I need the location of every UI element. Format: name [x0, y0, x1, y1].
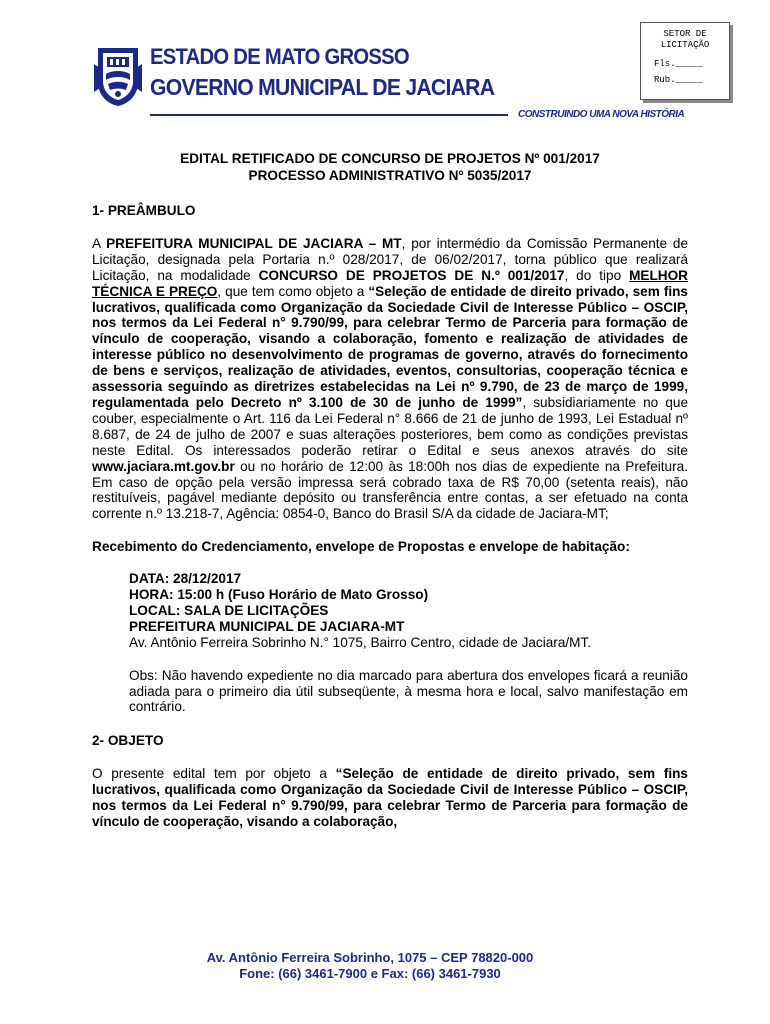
session-address: Av. Antônio Ferreira Sobrinho N.° 1075, Bairro Centro, cidade de Jaciara/MT.: [129, 634, 592, 650]
obs-note: Obs: Não havendo expediente no dia marcado para abertura dos envelopes ficará a reunião adiada para o primeiro dia útil subseqüente, à mesma hora e local, salvo manifestação em contrário.: [129, 667, 688, 715]
section-objeto-heading: 2- OBJETO: [92, 733, 164, 749]
p1-text: , que tem como objeto a: [217, 283, 369, 299]
stamp-fls: Fls._____: [654, 59, 703, 69]
slogan: CONSTRUINDO UMA NOVA HISTÓRIA: [518, 109, 685, 120]
municipality-name: GOVERNO MUNICIPAL DE JACIARA: [150, 74, 495, 100]
session-location: LOCAL: SALA DE LICITAÇÕES: [129, 602, 329, 618]
section-preambulo-heading: 1- PREÂMBULO: [92, 203, 196, 218]
p1-text: , do tipo: [564, 267, 630, 283]
footer-line-1: Av. Antônio Ferreira Sobrinho, 1075 – CEP 78820-000: [206, 950, 534, 965]
document-title-line-2: PROCESSO ADMINISTRATIVO Nº 5035/2017: [248, 168, 532, 183]
letterhead: [0, 0, 770, 130]
p1-tipo: MELHOR TÉCNICA E PREÇO: [92, 267, 688, 299]
session-prefeitura: PREFEITURA MUNICIPAL DE JACIARA-MT: [129, 618, 405, 634]
p1-text: , por intermédio da Comissão Permanente de Licitação, designada pela Portaria n.º 028/2017, de 06/02/2017, torna público que realizará Licitação, na modalidade: [92, 235, 689, 283]
preambulo-paragraph: [92, 236, 688, 522]
p2-objeto: “Seleção de entidade de direito privado, sem fins lucrativos, qualificada como Organização da Sociedade Civil de Interesse Público – OSCIP, nos termos da Lei Federal n° 9.790/99, para celebrar Termo de Parceria para formação de vínculo de cooperação, visando a colaboração,: [92, 766, 688, 829]
footer-line-2: Fone: (66) 3461-7900 e Fax: (66) 3461-7930: [239, 966, 501, 981]
session-time: HORA: 15:00 h (Fuso Horário de Mato Grosso): [129, 587, 429, 603]
site-link[interactable]: www.jaciara.mt.gov.br: [92, 458, 235, 474]
licitacao-stamp: [640, 22, 730, 100]
document-title: [92, 150, 688, 184]
session-info: [129, 571, 688, 651]
p1-prefeitura: PREFEITURA MUNICIPAL DE JACIARA – MT: [106, 235, 402, 251]
p1-modalidade: CONCURSO DE PROJETOS DE N.º 001/2017: [258, 267, 565, 283]
stamp-title-line-2: LICITAÇÃO: [660, 40, 710, 50]
recebimento-heading: Recebimento do Credenciamento, envelope de Propostas e envelope de habitação:: [92, 539, 630, 555]
stamp-rub: Rub._____: [654, 75, 703, 85]
p1-text: A: [92, 235, 107, 251]
p1-text: ou no horário de 12:00 às 18:00h nos dias de expediente na Prefeitura. Em caso de opção pela versão impressa será cobrado taxa de R$ 70,00 (setenta reais), não restituíveis, pagável mediante depósito ou transferência entre contas, a ser efetuado na conta corrente n.º 13.218-7, Agência: 0854-0, Banco do Brasil S/A da cidade de Jaciara-MT;: [92, 458, 688, 522]
footer-address: [0, 950, 740, 982]
stamp-title-line-1: SETOR DE: [663, 29, 707, 39]
p1-text: , subsidiariamente no que couber, especialmente o Art. 116 da Lei Federal n° 8.666 de 21 de junho de 1993, Lei Estadual nº 8.687, de 24 de julho de 2007 e suas alterações posteriores, bem como as condições previstas neste Edital. Os interessados poderão retirar o Edital e seus anexos através do site: [92, 394, 688, 458]
header-divider: [150, 114, 508, 116]
objeto-paragraph: [92, 766, 688, 830]
stamp-title: [641, 29, 729, 51]
municipal-crest-icon: [94, 44, 142, 108]
session-date: DATA: 28/12/2017: [129, 571, 242, 587]
document-title-line-1: EDITAL RETIFICADO DE CONCURSO DE PROJETOS Nº 001/2017: [180, 151, 600, 166]
document-body: [92, 150, 688, 830]
p1-objeto: “Seleção de entidade de direito privado, sem fins lucrativos, qualificada como Organização da Sociedade Civil de Interesse Público – OSCIP, nos termos da Lei Federal n° 9.790/99, para celebrar Termo de Parceria para formação de vínculo de cooperação, visando a colaboração, fomento e realização de atividades de interesse público no desenvolvimento de programas de governo, através do fornecimento de bens e serviços, realização de atividades, eventos, consultorias, cooperação técnica e assessoria seguindo as diretrizes estabelecidas na Lei nº 9.790, de 23 de março de 1999, regulamentada pelo Decreto nº 3.100 de 30 de junho de 1999”: [92, 283, 688, 410]
p2-text: O presente edital tem por objeto a: [92, 766, 336, 782]
state-name: ESTADO DE MATO GROSSO: [150, 44, 409, 69]
